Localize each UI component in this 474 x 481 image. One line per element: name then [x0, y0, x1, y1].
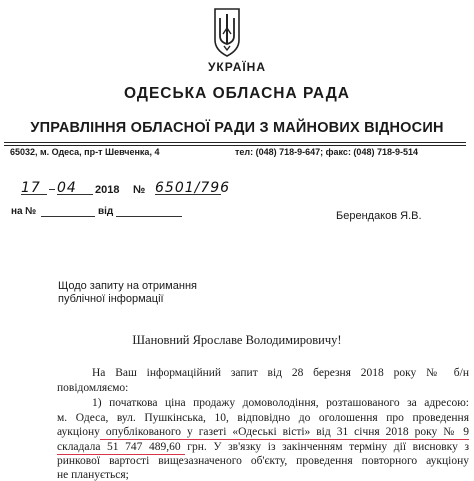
reference-date-blank [116, 202, 182, 217]
registration-number: 6501/796 [155, 180, 231, 196]
registration-number-label: № [133, 184, 146, 196]
body-line: На Ваш інформаційний запит від 28 березня 2018 року № б/н [92, 367, 469, 379]
registration-day: 17 [21, 180, 47, 195]
registration-month: 04 [57, 180, 93, 195]
body-line: 1) початкова ціна продажу домоволодіння, розташованого за адресою: [92, 397, 469, 409]
header-divider [4, 142, 466, 143]
department-name: УПРАВЛІННЯ ОБЛАСНОЇ РАДИ З МАЙНОВИХ ВІДНОСИН [30, 120, 444, 136]
council-name: ОДЕСЬКА ОБЛАСНА РАДА [124, 85, 350, 102]
subject-line: Щодо запиту на отримання [58, 280, 197, 292]
reference-number-label: № [25, 206, 37, 217]
body-line: повідомляємо: [57, 382, 129, 394]
highlight-underline [100, 439, 469, 440]
salutation: Шановний Ярославе Володимировичу! [132, 333, 342, 347]
subject-line: публічної інформації [58, 293, 164, 305]
country-name: УКРАЇНА [207, 60, 267, 74]
body-line: не планується; [57, 469, 129, 481]
reference-prefix: на [11, 206, 23, 217]
contact-phones: тел: (048) 718-9-647; факс: (048) 718-9-514 [235, 147, 418, 157]
trident-emblem-icon [211, 6, 243, 58]
body-line: складала 51 747 489,60 грн. У зв'язку із закінченням терміну дії висновку з [57, 441, 469, 453]
registration-year: 2018 [95, 184, 120, 196]
body-line: м. Одеса, вул. Пушкінська, 10, відповідно до оголошення про проведення [57, 412, 469, 424]
recipient-name: Берендаков Я.В. [336, 210, 422, 222]
header-divider-thin [4, 145, 466, 146]
body-line: аукціону опублікованого у газеті «Одеські вісті» від 31 січня 2018 року № 9 [57, 426, 469, 438]
date-separator [49, 189, 55, 190]
address-line: 65032, м. Одеса, пр-т Шевченка, 4 [10, 147, 160, 157]
reference-number-blank [41, 202, 95, 217]
body-line: ринкової вартості вищезазначеного об'єкту, проведення повторного аукціону [57, 455, 469, 467]
reference-from-label: від [98, 206, 114, 217]
